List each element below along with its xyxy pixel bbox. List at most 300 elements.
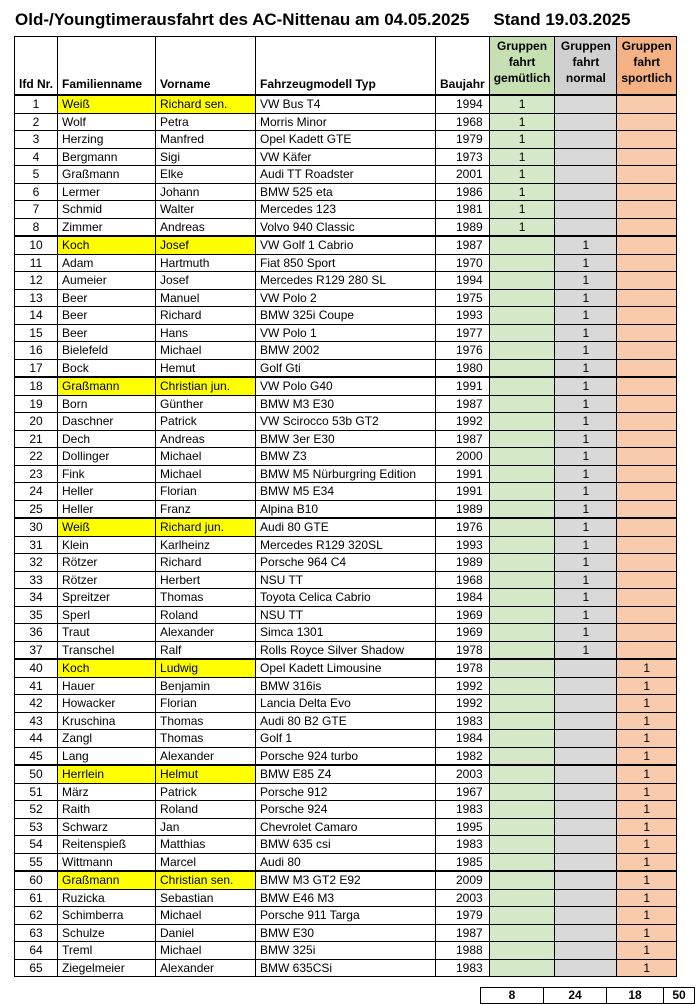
cell-group-nor: 1 xyxy=(555,589,617,607)
cell-familienname: Klein xyxy=(58,536,156,554)
cell-nr: 13 xyxy=(15,289,58,307)
cell-vorname: Karlheinz xyxy=(156,536,256,554)
cell-group-spo: 1 xyxy=(617,924,677,942)
cell-group-nor: 1 xyxy=(555,413,617,431)
cell-nr: 42 xyxy=(15,695,58,713)
cell-group-gem: 1 xyxy=(489,166,555,184)
table-row xyxy=(15,571,677,589)
cell-baujahr: 1986 xyxy=(436,183,490,201)
cell-group-spo xyxy=(617,183,677,201)
table-row xyxy=(15,889,677,907)
cell-fahrzeug: VW Golf 1 Cabrio xyxy=(256,236,436,254)
cell-group-gem: 1 xyxy=(489,218,555,236)
cell-group-gem xyxy=(489,571,555,589)
cell-familienname: Beer xyxy=(58,307,156,325)
cell-baujahr: 1970 xyxy=(436,254,490,272)
cell-group-gem xyxy=(489,747,555,765)
cell-group-nor: 1 xyxy=(555,465,617,483)
cell-fahrzeug: Chevrolet Camaro xyxy=(256,818,436,836)
cell-familienname: Beer xyxy=(58,324,156,342)
table-row xyxy=(15,307,677,325)
cell-vorname: Jan xyxy=(156,818,256,836)
cell-nr: 12 xyxy=(15,272,58,290)
cell-familienname: Beer xyxy=(58,289,156,307)
cell-group-gem xyxy=(489,730,555,748)
cell-group-gem xyxy=(489,413,555,431)
cell-fahrzeug: BMW M5 Nürburgring Edition xyxy=(256,465,436,483)
cell-vorname: Helmut xyxy=(156,765,256,783)
cell-familienname: Rötzer xyxy=(58,554,156,572)
cell-baujahr: 1979 xyxy=(436,131,490,149)
cell-fahrzeug: Porsche 924 turbo xyxy=(256,747,436,765)
cell-group-spo xyxy=(617,395,677,413)
cell-vorname: Michael xyxy=(156,942,256,960)
cell-nr: 18 xyxy=(15,377,58,395)
table-row xyxy=(15,730,677,748)
cell-familienname: Daschner xyxy=(58,413,156,431)
cell-group-gem xyxy=(489,518,555,536)
cell-group-spo: 1 xyxy=(617,801,677,819)
cell-group-spo xyxy=(617,307,677,325)
cell-fahrzeug: VW Bus T4 xyxy=(256,95,436,113)
cell-group-gem xyxy=(489,624,555,642)
cell-fahrzeug: Porsche 911 Targa xyxy=(256,907,436,925)
cell-fahrzeug: Rolls Royce Silver Shadow xyxy=(256,641,436,659)
cell-group-nor xyxy=(555,871,617,889)
participants-table xyxy=(14,36,677,977)
cell-baujahr: 1969 xyxy=(436,606,490,624)
cell-group-spo: 1 xyxy=(617,659,677,677)
cell-nr: 1 xyxy=(15,95,58,113)
cell-fahrzeug: BMW M5 E34 xyxy=(256,483,436,501)
cell-group-gem xyxy=(489,801,555,819)
cell-nr: 64 xyxy=(15,942,58,960)
cell-vorname: Patrick xyxy=(156,783,256,801)
cell-group-gem xyxy=(489,554,555,572)
cell-vorname: Sigi xyxy=(156,148,256,166)
cell-group-spo: 1 xyxy=(617,942,677,960)
cell-group-nor: 1 xyxy=(555,236,617,254)
cell-vorname: Alexander xyxy=(156,624,256,642)
cell-baujahr: 1993 xyxy=(436,536,490,554)
table-row xyxy=(15,324,677,342)
cell-vorname: Franz xyxy=(156,500,256,518)
cell-group-nor: 1 xyxy=(555,641,617,659)
cell-group-gem: 1 xyxy=(489,113,555,131)
cell-group-spo xyxy=(617,201,677,219)
cell-baujahr: 1980 xyxy=(436,359,490,377)
cell-group-nor: 1 xyxy=(555,289,617,307)
cell-group-nor xyxy=(555,218,617,236)
cell-fahrzeug: VW Käfer xyxy=(256,148,436,166)
cell-vorname: Michael xyxy=(156,342,256,360)
cell-group-spo xyxy=(617,218,677,236)
cell-group-spo: 1 xyxy=(617,695,677,713)
cell-fahrzeug: BMW M3 GT2 E92 xyxy=(256,871,436,889)
cell-baujahr: 1987 xyxy=(436,395,490,413)
cell-fahrzeug: Golf Gti xyxy=(256,359,436,377)
cell-baujahr: 1991 xyxy=(436,483,490,501)
cell-vorname: Michael xyxy=(156,448,256,466)
cell-familienname: März xyxy=(58,783,156,801)
table-row xyxy=(15,113,677,131)
table-row xyxy=(15,166,677,184)
cell-vorname: Michael xyxy=(156,907,256,925)
cell-group-nor xyxy=(555,113,617,131)
cell-nr: 43 xyxy=(15,712,58,730)
cell-group-gem xyxy=(489,836,555,854)
cell-fahrzeug: BMW 325i xyxy=(256,942,436,960)
table-row xyxy=(15,359,677,377)
cell-group-gem: 1 xyxy=(489,183,555,201)
table-row xyxy=(15,942,677,960)
cell-fahrzeug: Porsche 912 xyxy=(256,783,436,801)
cell-baujahr: 1992 xyxy=(436,413,490,431)
cell-group-spo xyxy=(617,289,677,307)
cell-nr: 55 xyxy=(15,853,58,871)
cell-group-nor xyxy=(555,924,617,942)
cell-familienname: Raith xyxy=(58,801,156,819)
cell-vorname: Manuel xyxy=(156,289,256,307)
cell-group-gem xyxy=(489,818,555,836)
cell-group-nor xyxy=(555,183,617,201)
cell-familienname: Weiß xyxy=(58,518,156,536)
cell-fahrzeug: Fiat 850 Sport xyxy=(256,254,436,272)
cell-baujahr: 1993 xyxy=(436,307,490,325)
cell-group-gem xyxy=(489,783,555,801)
table-row xyxy=(15,818,677,836)
header-baujahr: Baujahr xyxy=(436,37,490,96)
cell-nr: 31 xyxy=(15,536,58,554)
cell-group-spo: 1 xyxy=(617,907,677,925)
cell-fahrzeug: BMW 525 eta xyxy=(256,183,436,201)
cell-group-spo xyxy=(617,606,677,624)
cell-fahrzeug: BMW E85 Z4 xyxy=(256,765,436,783)
cell-nr: 20 xyxy=(15,413,58,431)
cell-baujahr: 2003 xyxy=(436,889,490,907)
cell-group-spo xyxy=(617,131,677,149)
cell-familienname: Herzing xyxy=(58,131,156,149)
cell-group-gem xyxy=(489,589,555,607)
cell-vorname: Johann xyxy=(156,183,256,201)
cell-vorname: Richard jun. xyxy=(156,518,256,536)
cell-group-gem xyxy=(489,765,555,783)
table-row xyxy=(15,201,677,219)
cell-familienname: Heller xyxy=(58,500,156,518)
header-row xyxy=(15,37,677,96)
cell-baujahr: 1988 xyxy=(436,942,490,960)
cell-baujahr: 1985 xyxy=(436,853,490,871)
cell-group-gem xyxy=(489,942,555,960)
cell-nr: 4 xyxy=(15,148,58,166)
cell-vorname: Christian sen. xyxy=(156,871,256,889)
cell-fahrzeug: BMW 635 csi xyxy=(256,836,436,854)
cell-familienname: Treml xyxy=(58,942,156,960)
cell-baujahr: 2000 xyxy=(436,448,490,466)
cell-baujahr: 1982 xyxy=(436,747,490,765)
cell-group-nor xyxy=(555,818,617,836)
cell-fahrzeug: Mercedes R129 280 SL xyxy=(256,272,436,290)
cell-group-spo xyxy=(617,448,677,466)
cell-baujahr: 1983 xyxy=(436,836,490,854)
cell-vorname: Andreas xyxy=(156,430,256,448)
cell-group-spo: 1 xyxy=(617,836,677,854)
cell-familienname: Dech xyxy=(58,430,156,448)
cell-group-gem xyxy=(489,465,555,483)
table-body xyxy=(15,95,677,977)
cell-group-nor xyxy=(555,783,617,801)
cell-fahrzeug: VW Scirocco 53b GT2 xyxy=(256,413,436,431)
cell-group-spo: 1 xyxy=(617,712,677,730)
table-row xyxy=(15,554,677,572)
cell-group-nor: 1 xyxy=(555,307,617,325)
cell-baujahr: 1967 xyxy=(436,783,490,801)
cell-familienname: Sperl xyxy=(58,606,156,624)
cell-vorname: Patrick xyxy=(156,413,256,431)
cell-group-nor: 1 xyxy=(555,624,617,642)
cell-fahrzeug: Mercedes 123 xyxy=(256,201,436,219)
cell-group-nor xyxy=(555,659,617,677)
cell-nr: 8 xyxy=(15,218,58,236)
total-normal: 24 xyxy=(544,988,607,1004)
cell-group-gem xyxy=(489,342,555,360)
cell-nr: 30 xyxy=(15,518,58,536)
cell-nr: 23 xyxy=(15,465,58,483)
cell-familienname: Traut xyxy=(58,624,156,642)
header-sportlich: Gruppen fahrt sportlich xyxy=(617,37,677,96)
cell-group-gem xyxy=(489,448,555,466)
cell-fahrzeug: BMW 316is xyxy=(256,677,436,695)
cell-familienname: Hauer xyxy=(58,677,156,695)
cell-group-gem xyxy=(489,606,555,624)
cell-vorname: Matthias xyxy=(156,836,256,854)
cell-familienname: Rötzer xyxy=(58,571,156,589)
cell-group-nor xyxy=(555,765,617,783)
cell-group-gem xyxy=(489,500,555,518)
table-row xyxy=(15,95,677,113)
cell-fahrzeug: Opel Kadett Limousine xyxy=(256,659,436,677)
cell-nr: 60 xyxy=(15,871,58,889)
cell-familienname: Graßmann xyxy=(58,871,156,889)
cell-baujahr: 1976 xyxy=(436,518,490,536)
cell-group-spo xyxy=(617,500,677,518)
cell-fahrzeug: Audi 80 xyxy=(256,853,436,871)
cell-baujahr: 1995 xyxy=(436,818,490,836)
cell-nr: 63 xyxy=(15,924,58,942)
cell-nr: 33 xyxy=(15,571,58,589)
cell-group-gem xyxy=(489,236,555,254)
cell-nr: 10 xyxy=(15,236,58,254)
table-row xyxy=(15,659,677,677)
cell-vorname: Richard xyxy=(156,307,256,325)
cell-group-nor xyxy=(555,907,617,925)
table-row xyxy=(15,413,677,431)
cell-baujahr: 2001 xyxy=(436,166,490,184)
cell-familienname: Schulze xyxy=(58,924,156,942)
cell-group-nor xyxy=(555,677,617,695)
table-row xyxy=(15,712,677,730)
total-gesamt: 50 xyxy=(664,988,695,1004)
cell-group-nor: 1 xyxy=(555,448,617,466)
title-text: Old-/Youngtimerausfahrt des AC-Nittenau am 04.05.2025 xyxy=(15,10,470,29)
cell-vorname: Daniel xyxy=(156,924,256,942)
cell-group-spo xyxy=(617,272,677,290)
cell-familienname: Wolf xyxy=(58,113,156,131)
cell-vorname: Alexander xyxy=(156,747,256,765)
cell-vorname: Benjamin xyxy=(156,677,256,695)
cell-vorname: Ludwig xyxy=(156,659,256,677)
cell-group-gem xyxy=(489,307,555,325)
cell-nr: 62 xyxy=(15,907,58,925)
cell-group-nor: 1 xyxy=(555,254,617,272)
cell-baujahr: 1968 xyxy=(436,113,490,131)
cell-baujahr: 1973 xyxy=(436,148,490,166)
cell-baujahr: 1987 xyxy=(436,924,490,942)
cell-group-spo xyxy=(617,536,677,554)
cell-baujahr: 1983 xyxy=(436,959,490,977)
cell-fahrzeug: BMW 325i Coupe xyxy=(256,307,436,325)
cell-group-spo xyxy=(617,342,677,360)
table-row xyxy=(15,518,677,536)
cell-vorname: Florian xyxy=(156,695,256,713)
cell-baujahr: 1989 xyxy=(436,500,490,518)
table-row xyxy=(15,871,677,889)
cell-nr: 19 xyxy=(15,395,58,413)
cell-nr: 41 xyxy=(15,677,58,695)
table-row xyxy=(15,254,677,272)
cell-group-spo: 1 xyxy=(617,783,677,801)
cell-fahrzeug: Audi 80 B2 GTE xyxy=(256,712,436,730)
cell-group-nor: 1 xyxy=(555,342,617,360)
header-vorname: Vorname xyxy=(156,37,256,96)
cell-nr: 15 xyxy=(15,324,58,342)
table-row xyxy=(15,765,677,783)
cell-group-spo: 1 xyxy=(617,765,677,783)
cell-fahrzeug: Toyota Celica Cabrio xyxy=(256,589,436,607)
cell-fahrzeug: BMW 635CSi xyxy=(256,959,436,977)
cell-vorname: Sebastian xyxy=(156,889,256,907)
cell-nr: 16 xyxy=(15,342,58,360)
cell-vorname: Manfred xyxy=(156,131,256,149)
table-row xyxy=(15,641,677,659)
cell-nr: 36 xyxy=(15,624,58,642)
cell-fahrzeug: Opel Kadett GTE xyxy=(256,131,436,149)
cell-vorname: Walter xyxy=(156,201,256,219)
table-row xyxy=(15,606,677,624)
cell-group-spo xyxy=(617,483,677,501)
total-gemuetlich: 8 xyxy=(481,988,544,1004)
stand-date: Stand 19.03.2025 xyxy=(493,10,631,29)
cell-group-nor xyxy=(555,201,617,219)
table-row xyxy=(15,342,677,360)
cell-familienname: Ruzicka xyxy=(58,889,156,907)
cell-vorname: Ralf xyxy=(156,641,256,659)
cell-group-nor xyxy=(555,166,617,184)
cell-group-spo xyxy=(617,113,677,131)
cell-fahrzeug: BMW E30 xyxy=(256,924,436,942)
cell-vorname: Elke xyxy=(156,166,256,184)
cell-group-spo: 1 xyxy=(617,853,677,871)
cell-group-spo xyxy=(617,254,677,272)
cell-nr: 54 xyxy=(15,836,58,854)
cell-baujahr: 1983 xyxy=(436,712,490,730)
cell-baujahr: 1992 xyxy=(436,695,490,713)
cell-group-gem xyxy=(489,430,555,448)
cell-familienname: Koch xyxy=(58,236,156,254)
cell-vorname: Hartmuth xyxy=(156,254,256,272)
cell-nr: 51 xyxy=(15,783,58,801)
table-row xyxy=(15,695,677,713)
cell-group-spo xyxy=(617,624,677,642)
cell-group-gem: 1 xyxy=(489,201,555,219)
cell-nr: 17 xyxy=(15,359,58,377)
cell-group-spo xyxy=(617,554,677,572)
table-row xyxy=(15,448,677,466)
cell-group-gem xyxy=(489,359,555,377)
cell-vorname: Andreas xyxy=(156,218,256,236)
cell-group-spo xyxy=(617,148,677,166)
table-row xyxy=(15,465,677,483)
cell-baujahr: 1975 xyxy=(436,289,490,307)
cell-fahrzeug: VW Polo 1 xyxy=(256,324,436,342)
cell-group-nor xyxy=(555,131,617,149)
cell-familienname: Reitenspieß xyxy=(58,836,156,854)
table-row xyxy=(15,289,677,307)
cell-group-nor xyxy=(555,695,617,713)
cell-vorname: Michael xyxy=(156,465,256,483)
cell-group-gem xyxy=(489,712,555,730)
cell-group-spo xyxy=(617,324,677,342)
cell-group-nor xyxy=(555,853,617,871)
cell-group-gem xyxy=(489,377,555,395)
cell-familienname: Schimberra xyxy=(58,907,156,925)
cell-fahrzeug: Porsche 964 C4 xyxy=(256,554,436,572)
cell-group-spo xyxy=(617,359,677,377)
cell-group-nor xyxy=(555,942,617,960)
cell-group-nor: 1 xyxy=(555,500,617,518)
cell-group-spo: 1 xyxy=(617,677,677,695)
cell-vorname: Petra xyxy=(156,113,256,131)
cell-group-spo xyxy=(617,518,677,536)
header-nr: lfd Nr. xyxy=(15,37,58,96)
cell-familienname: Heller xyxy=(58,483,156,501)
cell-group-nor: 1 xyxy=(555,395,617,413)
cell-fahrzeug: NSU TT xyxy=(256,606,436,624)
cell-vorname: Thomas xyxy=(156,589,256,607)
cell-fahrzeug: Audi 80 GTE xyxy=(256,518,436,536)
cell-group-gem xyxy=(489,641,555,659)
cell-vorname: Hemut xyxy=(156,359,256,377)
cell-group-nor xyxy=(555,712,617,730)
cell-baujahr: 1994 xyxy=(436,95,490,113)
cell-nr: 53 xyxy=(15,818,58,836)
cell-fahrzeug: VW Polo 2 xyxy=(256,289,436,307)
cell-baujahr: 1987 xyxy=(436,236,490,254)
cell-group-gem: 1 xyxy=(489,95,555,113)
cell-fahrzeug: Lancia Delta Evo xyxy=(256,695,436,713)
cell-nr: 52 xyxy=(15,801,58,819)
cell-group-gem xyxy=(489,272,555,290)
cell-nr: 45 xyxy=(15,747,58,765)
cell-familienname: Howacker xyxy=(58,695,156,713)
cell-group-spo xyxy=(617,377,677,395)
table-row xyxy=(15,589,677,607)
cell-group-gem xyxy=(489,324,555,342)
cell-group-gem xyxy=(489,254,555,272)
table-row xyxy=(15,395,677,413)
cell-group-nor: 1 xyxy=(555,571,617,589)
cell-baujahr: 1978 xyxy=(436,641,490,659)
